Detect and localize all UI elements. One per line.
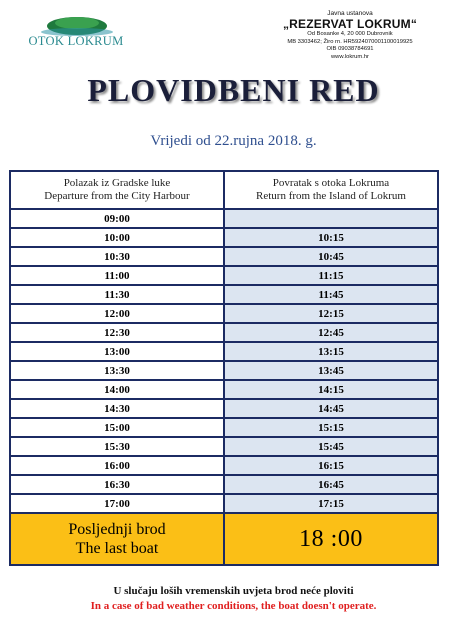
header-return [225,172,437,208]
return-time: 11:15 [225,267,437,284]
return-time: 17:15 [225,495,437,512]
departure-time: 15:30 [11,438,225,455]
table-row [11,305,437,324]
departure-time: 12:30 [11,324,225,341]
departure-time: 10:30 [11,248,225,265]
org-registration: MB 3303462; Žiro rn. HR5924070001100019925 [287,38,413,45]
table-row [11,324,437,343]
page-title: PLOVIDBENI RED [87,72,380,108]
org-address: Od Bosanke 4, 20 000 Dubrovnik [307,31,393,37]
departure-time: 11:00 [11,267,225,284]
return-time: 14:45 [225,400,437,417]
logo-text: OTOK LOKRUM [28,34,124,48]
departure-time: 12:00 [11,305,225,322]
return-time: 15:45 [225,438,437,455]
return-time: 10:45 [225,248,437,265]
table-row [11,438,437,457]
timetable [9,170,439,566]
table-row [11,248,437,267]
departure-time: 17:00 [11,495,225,512]
table-row [11,286,437,305]
table-row [11,476,437,495]
table-row [11,362,437,381]
return-time: 13:15 [225,343,437,360]
table-row [11,210,437,229]
departure-time: 16:00 [11,457,225,474]
departure-time: 13:30 [11,362,225,379]
departure-time: 13:00 [11,343,225,360]
departure-time: 14:30 [11,400,225,417]
table-row [11,457,437,476]
last-boat-row [11,514,437,564]
departure-time: 10:00 [11,229,225,246]
validity-date: Vrijedi od 22.rujna 2018. g. [150,133,317,149]
organization-info [255,10,445,61]
departure-time: 16:30 [11,476,225,493]
last-boat-time: 18 :00 [225,514,437,564]
return-time: 14:15 [225,381,437,398]
org-oib: OIB 09038784691 [326,46,374,52]
org-website: www.lokrum.hr [330,53,369,60]
header-departure-en: Departure from the City Harbour [44,190,190,202]
return-time [225,210,437,227]
last-boat-label-en: The last boat [75,540,159,557]
return-time: 12:45 [225,324,437,341]
return-time: 16:15 [225,457,437,474]
table-row [11,419,437,438]
table-row [11,495,437,514]
table-header [11,172,437,210]
table-row [11,343,437,362]
departure-time: 14:00 [11,381,225,398]
table-row [11,400,437,419]
weather-note-hr: U slučaju loših vremenskih uvjeta brod neće ploviti [113,585,354,597]
departure-time: 09:00 [11,210,225,227]
departure-time: 15:00 [11,419,225,436]
last-boat-label [11,514,225,564]
return-time: 13:45 [225,362,437,379]
return-time: 10:15 [225,229,437,246]
return-time: 16:45 [225,476,437,493]
table-row [11,267,437,286]
weather-note-en: In a case of bad weather conditions, the boat doesn't operate. [90,600,377,612]
return-time: 15:15 [225,419,437,436]
table-row [11,381,437,400]
header-departure-hr: Polazak iz Gradske luke [63,177,171,189]
departure-time: 11:30 [11,286,225,303]
header-return-hr: Povratak s otoka Lokruma [272,177,390,189]
return-time: 11:45 [225,286,437,303]
last-boat-label-hr: Posljednji brod [68,521,166,538]
header-return-en: Return from the Island of Lokrum [256,190,406,202]
header-departure [11,172,225,208]
table-row [11,229,437,248]
org-name: „REZERVAT LOKRUM“ [282,17,418,31]
org-type: Javna ustanova [327,10,373,17]
return-time: 12:15 [225,305,437,322]
